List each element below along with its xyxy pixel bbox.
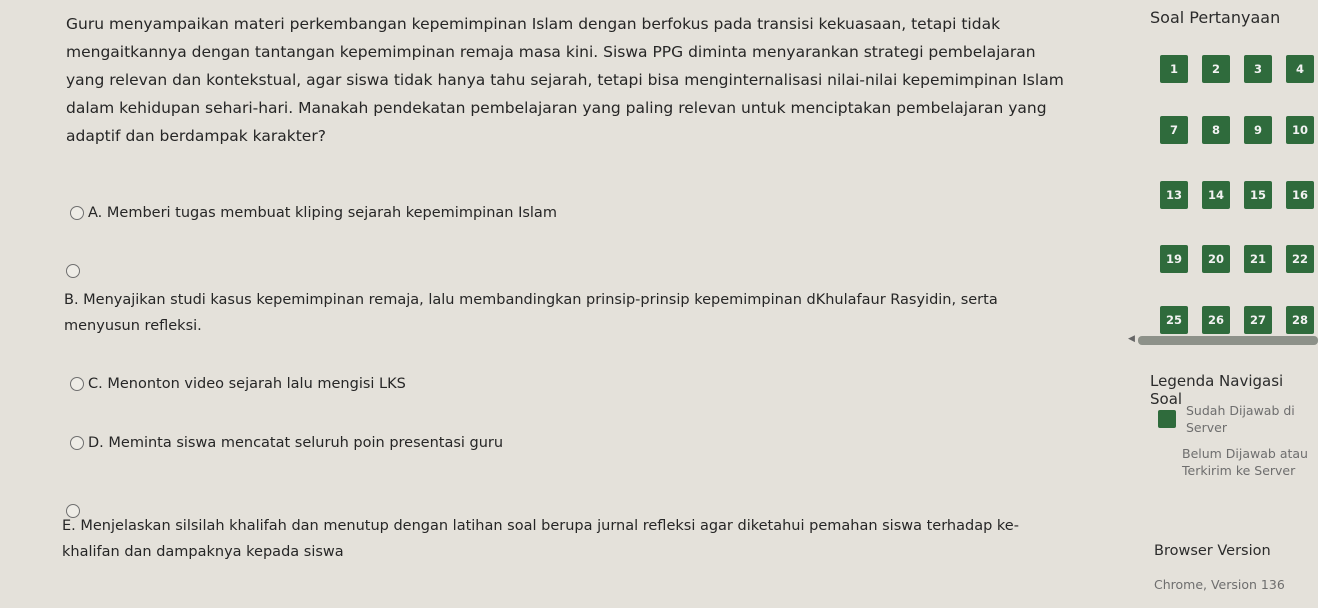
option-d-label[interactable]: D. Meminta siswa mencatat seluruh poin presentasi guru (88, 435, 504, 451)
legend-title: Legenda Navigasi Soal (1150, 372, 1284, 408)
question-nav-button-25[interactable]: 25 (1160, 306, 1188, 334)
question-nav-button-27[interactable]: 27 (1244, 306, 1272, 334)
question-nav-button-14[interactable]: 14 (1202, 181, 1230, 209)
browser-version-title: Browser Version (1154, 543, 1271, 559)
question-text: Guru menyampaikan materi perkembangan kepemimpinan Islam dengan berfokus pada transisi kekuasaan, tetapi tidak mengaitkannya dengan tantangan kepemimpinan remaja masa kini. Siswa PPG diminta menyarankan strategi pembelajaran yang relevan dan kontekstual, agar siswa tidak hanya tahu sejarah, tetapi bisa menginternalisasi nilai-nilai kepemimpinan Islam dalam kehidupan sehari-hari. Manakah pendekatan pembelajaran yang paling relevan untuk menciptakan pembelajaran yang adaptif dan berdampak karakter? (66, 15, 1064, 145)
question-nav-button-19[interactable]: 19 (1160, 245, 1188, 273)
question-nav-button-15[interactable]: 15 (1244, 181, 1272, 209)
question-nav-button-26[interactable]: 26 (1202, 306, 1230, 334)
question-nav-button-16[interactable]: 16 (1286, 181, 1314, 209)
question-nav-button-22[interactable]: 22 (1286, 245, 1314, 273)
option-e-label[interactable]: E. Menjelaskan silsilah khalifah dan menutup dengan latihan soal berupa jurnal refleksi agar diketahui pemahan siswa terhadap ke-khalifan dan dampaknya kepada siswa (62, 518, 1019, 560)
question-nav-button-9[interactable]: 9 (1244, 116, 1272, 144)
option-b-radio[interactable] (66, 264, 80, 278)
question-nav-button-10[interactable]: 10 (1286, 116, 1314, 144)
question-nav-button-4[interactable]: 4 (1286, 55, 1314, 83)
option-c-radio[interactable] (70, 377, 84, 391)
question-nav-button-13[interactable]: 13 (1160, 181, 1188, 209)
legend-answered-text: Sudah Dijawab di Server (1186, 403, 1295, 435)
question-nav-button-20[interactable]: 20 (1202, 245, 1230, 273)
option-b-label[interactable]: B. Menyajikan studi kasus kepemimpinan remaja, lalu membandingkan prinsip-prinsip kepemimpinan dKhulafaur Rasyidin, serta menyusun refleksi. (64, 292, 998, 334)
option-a-label[interactable]: A. Memberi tugas membuat kliping sejarah kepemimpinan Islam (88, 205, 557, 221)
question-nav-button-7[interactable]: 7 (1160, 116, 1188, 144)
question-nav-button-1[interactable]: 1 (1160, 55, 1188, 83)
browser-version-value: Chrome, Version 136 (1154, 577, 1285, 592)
question-nav-button-28[interactable]: 28 (1286, 306, 1314, 334)
answered-legend-swatch (1158, 410, 1176, 428)
option-c-label[interactable]: C. Menonton video sejarah lalu mengisi LKS (88, 376, 406, 392)
question-navigation-panel (1120, 0, 1318, 608)
option-d-radio[interactable] (70, 436, 84, 450)
navigation-title: Soal Pertanyaan (1150, 8, 1281, 27)
question-nav-button-3[interactable]: 3 (1244, 55, 1272, 83)
question-nav-button-2[interactable]: 2 (1202, 55, 1230, 83)
navigation-horizontal-scrollbar[interactable] (1138, 336, 1318, 345)
question-nav-button-8[interactable]: 8 (1202, 116, 1230, 144)
option-a-radio[interactable] (70, 206, 84, 220)
question-nav-button-21[interactable]: 21 (1244, 245, 1272, 273)
legend-unanswered-text: Belum Dijawab atau Terkirim ke Server (1182, 446, 1308, 478)
scroll-left-arrow-icon[interactable]: ◀ (1128, 334, 1135, 344)
